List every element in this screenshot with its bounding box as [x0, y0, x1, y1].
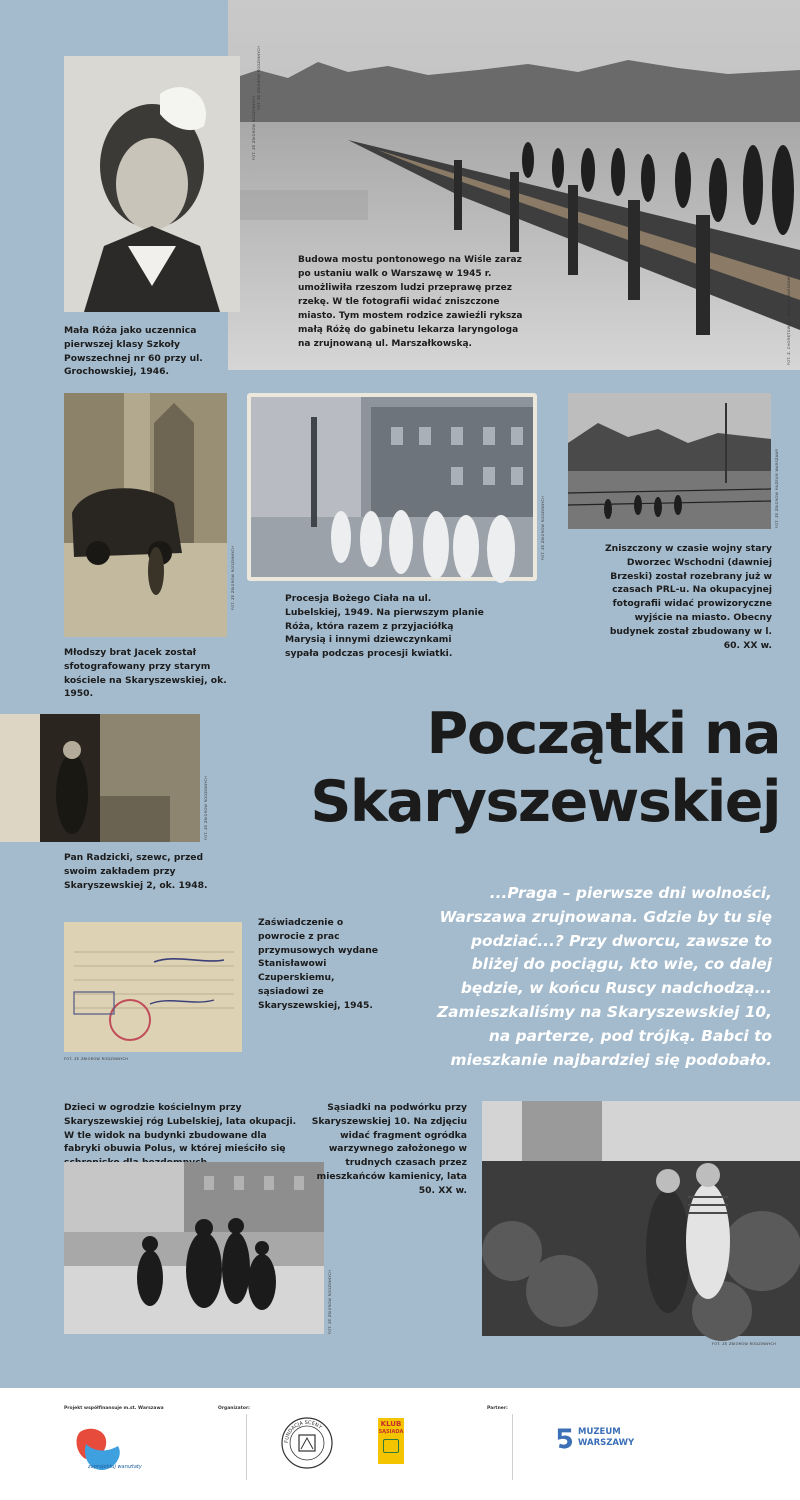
bridge-caption: Budowa mostu pontonowego na Wiśle zaraz po ustaniu walk o Warszawę w 1945 r. umożliwiła rzeszom ludzi przeprawę przez rzekę. W tle fotografii widać zniszczone miasto. Tym mostem rodzice zawieźli ryksza małą Różę do gabinetu lekarza laryngologa na zrujnowaną ul. Marszałkowską. — [298, 255, 523, 349]
partner-label: Partner: — [487, 1406, 508, 1411]
procession-credit: FOT. ZE ZBIORÓW RODZINNYCH — [541, 495, 545, 560]
certificate-credit: FOT. ZE ZBIORÓW RODZINNYCH — [64, 1057, 129, 1061]
fundacja-text: FUNDACJA SCENY — [283, 1419, 323, 1444]
organizer-label: Organizator: — [218, 1406, 250, 1411]
quote-text: ...Praga – pierwsze dni wolności, Warszawa zrujnowana. Gdzie by tu się podziać...? Przy dworcu, zawsze to bliżej do pociągu, kto wie, co dalej będzie, w końcu Ruscy nadchodzą... Zamieszkaliśmy na Skaryszewskiej 10, na parterze, pod trójką. Babci to mieszkanie najbardziej się podobało. — [437, 884, 772, 1069]
jacek-photo — [64, 393, 227, 637]
muzeum-line-1: MUZEUM — [578, 1427, 621, 1437]
bridge-credit-top: FOT. ZE ZBIORÓW RODZINNYCH — [257, 45, 261, 110]
klub-line-2: SĄSIADA — [378, 1429, 404, 1435]
muzeum-emblem-icon — [556, 1426, 573, 1450]
footer-divider-2 — [512, 1414, 513, 1480]
radzicki-credit: FOT. ZE ZBIORÓW RODZINNYCH — [204, 775, 208, 840]
jacek-caption: Młodszy brat Jacek został sfotografowany przy starym kościele na Skaryszewskiej, ok. 1950. — [64, 647, 227, 700]
rosa-caption: Mała Róża jako uczennica pierwszej klasy Szkoły Powszechnej nr 60 przy ul. Grochowskiej, 1946. — [64, 325, 203, 378]
project-label: Projekt współfinansuje m.st. Warszawa — [64, 1406, 164, 1411]
footer — [0, 1388, 800, 1500]
neighbors-credit: FOT. ZE ZBIORÓW RODZINNYCH — [712, 1342, 777, 1346]
rosa-portrait-photo — [64, 56, 240, 312]
station-photo — [568, 393, 771, 529]
procession-caption: Procesja Bożego Ciała na ul. Lubelskiej, 1949. Na pierwszym planie Róża, która razem z przyjaciółką Marysią i innymi dziewczynkami sypała podczas procesji kwiatki. — [285, 593, 484, 660]
children-credit: FOT. ZE ZBIORÓW RODZINNYCH — [328, 1269, 332, 1334]
fundacja-logo — [280, 1416, 334, 1470]
children-photo — [64, 1162, 324, 1334]
neighbors-photo — [482, 1101, 800, 1336]
title-line-2: Skaryszewskiej — [310, 769, 780, 835]
muzeum-warszawy-logo — [556, 1424, 646, 1454]
footer-divider-1 — [246, 1414, 247, 1480]
procession-photo — [247, 393, 537, 581]
page-title — [270, 700, 780, 836]
muzeum-line-2: WARSZAWY — [578, 1438, 635, 1448]
radzicki-photo — [0, 714, 200, 842]
radzicki-caption: Pan Radzicki, szewc, przed swoim zakładem przy Skaryszewskiej 2, ok. 1948. — [64, 852, 208, 891]
klub-sasiada-logo — [378, 1418, 404, 1464]
rosa-credit: FOT. ZE ZBIORÓW RODZINNYCH — [252, 95, 256, 160]
station-caption: Zniszczony w czasie wojny stary Dworzec Wschodni (dawniej Brzeski) został rozebrany już w czasach PRL-u. Na okupacyjnej fotografii widać prowizoryczne wyjście na miasto. Obecny budynek został zbudowany w l. 60. XX w. — [605, 543, 772, 651]
children-caption: Dzieci w ogrodzie kościelnym przy Skaryszewskiej róg Lubelskiej, lata okupacji. W tle widok na budynki zbudowane dla fabryki obuwia Polus, w której mieściło się — [64, 1102, 297, 1155]
bridge-credit-side: FOT. Z. CHOMĘTOWSKI, MUZEUM WARSZAWY — [787, 274, 791, 365]
certificate-caption: Zaświadczenie o powrocie z prac przymusowych wydane Stanisławowi Czuperskiemu, sąsiadowi ze Skaryszewskiej, 1945. — [258, 917, 379, 1011]
klub-emblem-icon — [383, 1439, 399, 1453]
jacek-credit: FOT. ZE ZBIORÓW RODZINNYCH — [231, 545, 235, 610]
title-line-1: Początki na — [426, 701, 780, 767]
certificate-photo — [64, 922, 242, 1052]
station-credit: FOT. ZE ZBIORÓW MUZEUM WARSZAWY — [775, 448, 779, 528]
neighbors-caption: Sąsiadki na podwórku przy Skaryszewskiej 10. Na zdjęciu widać fragment ogródka warzywnego założonego w trudnych czasach przez mieszkańców kamienicy, lata 50. XX w. — [311, 1102, 467, 1196]
zaprojektuj-logo — [74, 1424, 142, 1478]
logo1-text: zaprojektuj warsztaty — [88, 1464, 142, 1470]
klub-line-1: KLUB — [380, 1420, 402, 1428]
